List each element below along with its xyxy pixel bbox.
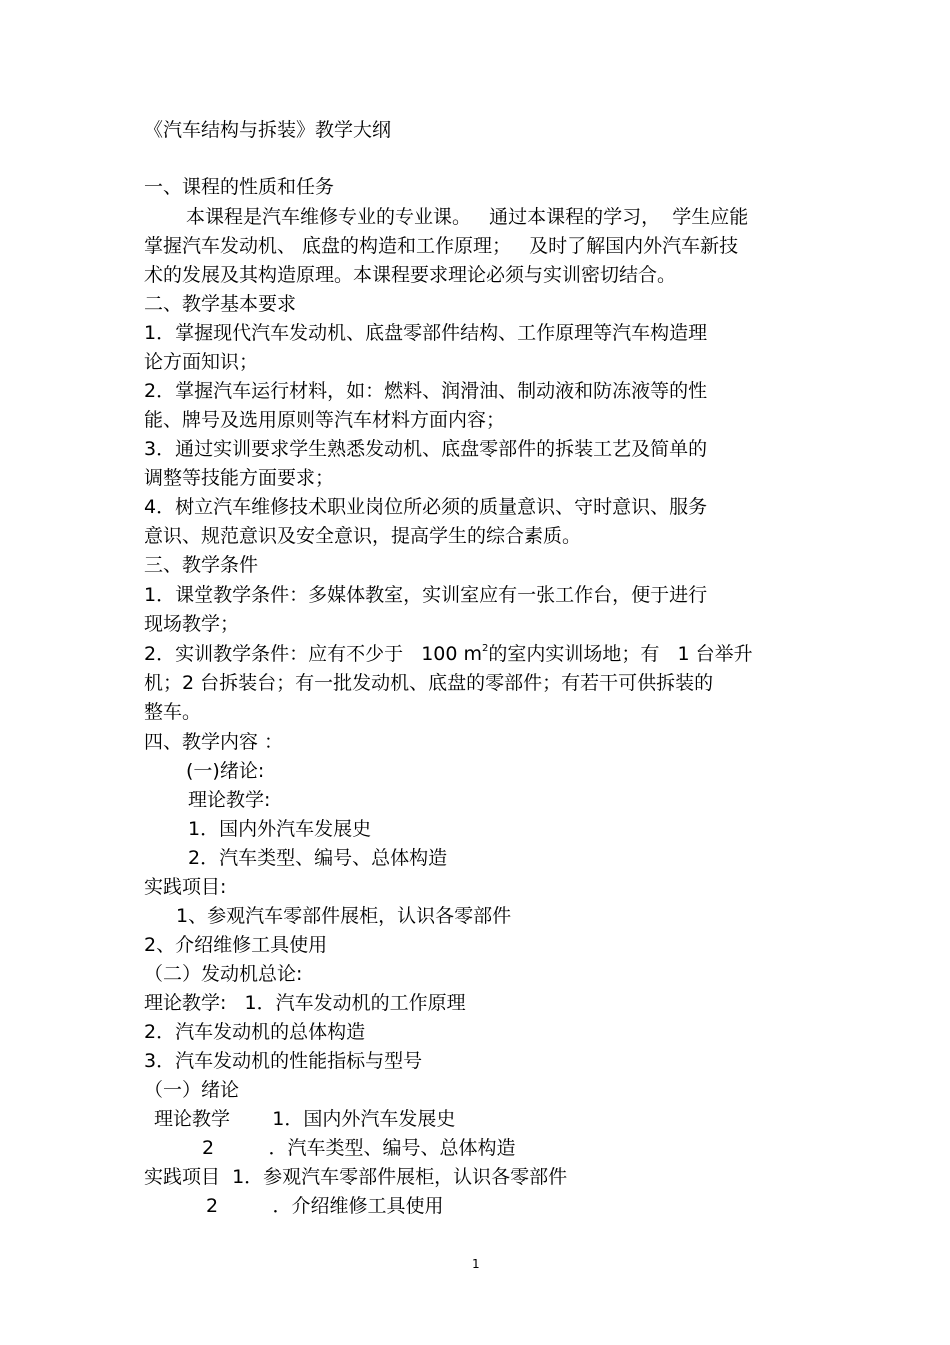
list-item-line xyxy=(144,643,753,665)
list-item-line: 2 ．介绍维修工具使用 xyxy=(206,1195,444,1217)
list-item-line: 2．汽车类型、编号、总体构造 xyxy=(188,847,448,869)
document-title: 《汽车结构与拆装》教学大纲 xyxy=(144,119,392,141)
list-item-line: 4．树立汽车维修技术职业岗位所必须的质量意识、守时意识、服务 xyxy=(144,496,708,518)
list-item-line: 论方面知识； xyxy=(144,351,259,373)
page-number: 1 xyxy=(472,1257,480,1271)
body-text-line: 理论教学: xyxy=(188,789,271,811)
list-item-line: 调整等技能方面要求； xyxy=(144,467,335,489)
list-item-text: 的室内实训场地；有 1 台举升 xyxy=(488,643,753,665)
superscript: 2 xyxy=(482,643,489,654)
subsection-heading: （二）发动机总论: xyxy=(144,963,303,985)
list-item-line: 机；2 台拆装台；有一批发动机、底盘的零部件；有若干可供拆装的 xyxy=(144,672,714,694)
list-item-line: 整车。 xyxy=(144,701,202,723)
list-item-line: 3．汽车发动机的性能指标与型号 xyxy=(144,1050,423,1072)
section-heading: 四、教学内容 ： xyxy=(144,731,284,753)
body-text-line: 术的发展及其构造原理。本课程要求理论必须与实训密切结合。 xyxy=(144,264,677,286)
list-item-line: 3．通过实训要求学生熟悉发动机、底盘零部件的拆装工艺及简单的 xyxy=(144,438,708,460)
list-item-line: 1．课堂教学条件：多媒体教室，实训室应有一张工作台，便于进行 xyxy=(144,584,708,606)
list-item-line: 1、参观汽车零部件展柜，认识各零部件 xyxy=(176,905,512,927)
section-heading: 一、课程的性质和任务 xyxy=(144,176,335,198)
body-text-line: 实践项目 1．参观汽车零部件展柜，认识各零部件 xyxy=(144,1166,568,1188)
section-heading: 三、教学条件 xyxy=(144,554,259,576)
list-item-line: 2 ．汽车类型、编号、总体构造 xyxy=(202,1137,516,1159)
list-item-line: 能、牌号及选用原则等汽车材料方面内容； xyxy=(144,409,506,431)
subsection-heading: （一）绪论 xyxy=(144,1079,240,1101)
body-text-line: 理论教学 1．国内外汽车发展史 xyxy=(154,1108,456,1130)
list-item-line: 2．掌握汽车运行材料，如：燃料、润滑油、制动液和防冻液等的性 xyxy=(144,380,708,402)
list-item-line: 2．汽车发动机的总体构造 xyxy=(144,1021,366,1043)
body-text-line: 掌握汽车发动机、 底盘的构造和工作原理； 及时了解国内外汽车新技 xyxy=(144,235,739,257)
subsection-heading: (一)绪论: xyxy=(186,760,265,782)
list-item-line: 现场教学； xyxy=(144,613,240,635)
list-item-line: 2、介绍维修工具使用 xyxy=(144,934,328,956)
body-text-line: 实践项目: xyxy=(144,876,227,898)
section-heading: 二、教学基本要求 xyxy=(144,293,297,315)
list-item-text: 2．实训教学条件：应有不少于 100 m xyxy=(144,643,483,665)
list-item-line: 1．掌握现代汽车发动机、底盘零部件结构、工作原理等汽车构造理 xyxy=(144,322,708,344)
body-text-line: 理论教学: 1．汽车发动机的工作原理 xyxy=(144,992,466,1014)
body-text-line: 本课程是汽车维修专业的专业课。 通过本课程的学习， 学生应能 xyxy=(186,206,749,228)
list-item-line: 意识、规范意识及安全意识，提高学生的综合素质。 xyxy=(144,525,582,547)
list-item-line: 1．国内外汽车发展史 xyxy=(188,818,372,840)
